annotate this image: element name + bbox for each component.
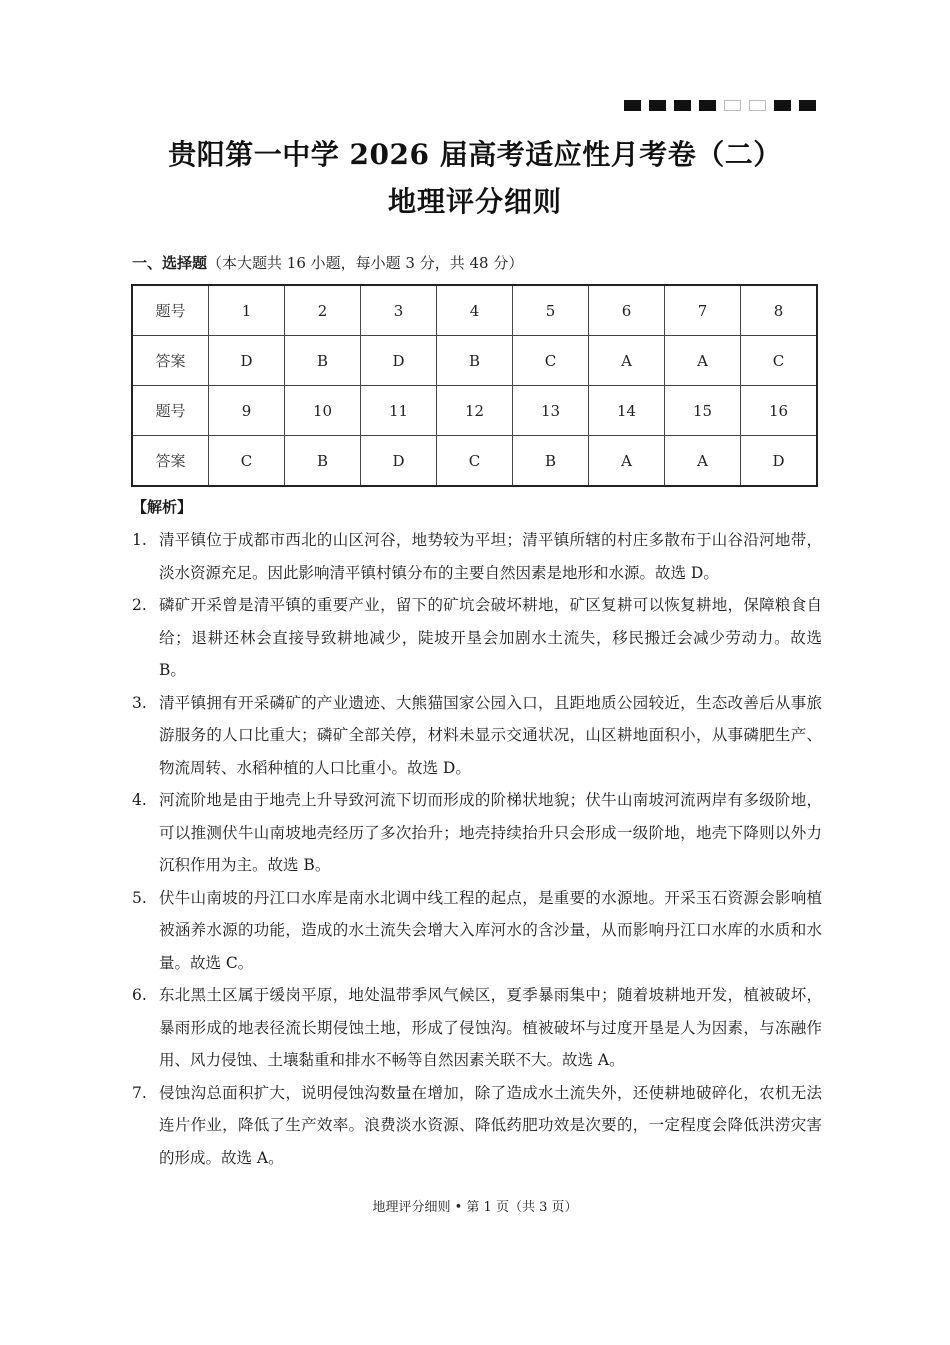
section-heading (132, 252, 523, 273)
header-mark (674, 100, 691, 111)
header-mark (724, 100, 741, 111)
answer-cell: B (437, 336, 513, 386)
header-mark (799, 100, 816, 111)
item-number: 5. (132, 888, 147, 907)
answer-cell: D (741, 436, 818, 487)
analysis-item (132, 687, 822, 785)
answer-cell: C (741, 336, 818, 386)
page-footer: 地理评分细则 • 第 1 页（共 3 页） (372, 1200, 578, 1215)
answer-cell: D (209, 336, 285, 386)
analysis-item (132, 882, 822, 980)
item-number: 4. (132, 791, 147, 809)
question-number-cell: 5 (513, 285, 589, 336)
question-number-row (132, 285, 817, 336)
question-number-cell: 10 (285, 386, 361, 436)
question-number-cell: 8 (741, 285, 818, 336)
analysis-list (132, 524, 822, 1174)
row-header: 题号 (132, 285, 209, 336)
item-text: 清平镇拥有开采磷矿的产业遗迹、大熊猫国家公园入口，且距地质公园较近，生态改善后从事旅游服务的人口比重大；磷矿全部关停，材料未显示交通状况，山区耕地面积小，从事磷肥生产、物流周转、水稻种植的人口比重小。故选 D。 (159, 693, 822, 777)
item-number: 3. (132, 693, 147, 712)
analysis-item (132, 784, 822, 882)
header-mark (774, 100, 791, 111)
answer-cell: B (285, 336, 361, 386)
question-number-cell: 3 (361, 285, 437, 336)
question-number-cell: 15 (665, 386, 741, 436)
answer-cell: A (589, 436, 665, 487)
document-title: 贵阳第一中学 2026 届高考适应性月考卷（二） (168, 138, 782, 171)
question-number-cell: 6 (589, 285, 665, 336)
row-header: 答案 (132, 436, 209, 487)
question-number-cell: 9 (209, 386, 285, 436)
analysis-heading: 【解析】 (132, 498, 193, 516)
item-number: 1. (132, 531, 147, 549)
analysis-item (132, 589, 822, 687)
item-text: 东北黑土区属于缓岗平原，地处温带季风气候区，夏季暴雨集中；随着坡耕地开发，植被破坏，暴雨形成的地表径流长期侵蚀土地，形成了侵蚀沟。植被破坏与过度开垦是人为因素，与冻融作用、风力侵蚀、土壤黏重和排水不畅等自然因素关联不大。故选 A。 (159, 986, 822, 1069)
row-header: 答案 (132, 336, 209, 386)
answer-row (132, 436, 817, 487)
header-mark (699, 100, 716, 111)
answer-cell: C (437, 436, 513, 487)
answer-row (132, 336, 817, 386)
question-number-cell: 16 (741, 386, 818, 436)
analysis-item (132, 1077, 822, 1175)
section-note: （本大题共 16 小题，每小题 3 分，共 48 分） (207, 254, 524, 272)
question-number-cell: 2 (285, 285, 361, 336)
answer-cell: A (589, 336, 665, 386)
item-text: 河流阶地是由于地壳上升导致河流下切而形成的阶梯状地貌；伏牛山南坡河流两岸有多级阶地，可以推测伏牛山南坡地壳经历了多次抬升；地壳持续抬升只会形成一级阶地，地壳下降则以外力沉积作用为主。故选 B。 (159, 791, 822, 874)
analysis-item (132, 979, 822, 1077)
question-number-cell: 11 (361, 386, 437, 436)
header-mark (649, 100, 666, 111)
question-number-cell: 7 (665, 285, 741, 336)
question-number-cell: 13 (513, 386, 589, 436)
item-number: 2. (132, 596, 147, 614)
question-number-cell: 12 (437, 386, 513, 436)
answer-cell: C (513, 336, 589, 386)
analysis-item (132, 524, 822, 589)
question-number-row (132, 386, 817, 436)
answer-cell: D (361, 436, 437, 487)
item-text: 伏牛山南坡的丹江口水库是南水北调中线工程的起点，是重要的水源地。开采玉石资源会影响植被涵养水源的功能，造成的水土流失会增大入库河水的含沙量，从而影响丹江口水库的水质和水量。故选 C。 (159, 888, 822, 972)
item-number: 7. (132, 1083, 147, 1102)
item-text: 清平镇位于成都市西北的山区河谷，地势较为平坦；清平镇所辖的村庄多散布于山谷沿河地带，淡水资源充足。因此影响清平镇村镇分布的主要自然因素是地形和水源。故选 D。 (159, 531, 822, 582)
row-header: 题号 (132, 386, 209, 436)
answer-cell: B (285, 436, 361, 487)
item-number: 6. (132, 986, 147, 1004)
header-marks (624, 100, 816, 111)
header-mark (749, 100, 766, 111)
answer-table (131, 284, 818, 487)
answer-cell: D (361, 336, 437, 386)
question-number-cell: 1 (209, 285, 285, 336)
answer-cell: B (513, 436, 589, 487)
question-number-cell: 4 (437, 285, 513, 336)
answer-cell: A (665, 336, 741, 386)
item-text: 磷矿开采曾是清平镇的重要产业，留下的矿坑会破坏耕地，矿区复耕可以恢复耕地，保障粮食自给；退耕还林会直接导致耕地减少，陡坡开垦会加剧水土流失，移民搬迁会减少劳动力。故选 B。 (159, 596, 822, 679)
item-text: 侵蚀沟总面积扩大，说明侵蚀沟数量在增加，除了造成水土流失外，还使耕地破碎化，农机无法连片作业，降低了生产效率。浪费淡水资源、降低药肥功效是次要的，一定程度会降低洪涝灾害的形成。故选 A。 (159, 1083, 822, 1167)
document-subtitle: 地理评分细则 (387, 185, 562, 218)
answer-cell: A (665, 436, 741, 487)
question-number-cell: 14 (589, 386, 665, 436)
answer-cell: C (209, 436, 285, 487)
header-mark (624, 100, 641, 111)
section-label: 一、选择题 (132, 254, 208, 272)
